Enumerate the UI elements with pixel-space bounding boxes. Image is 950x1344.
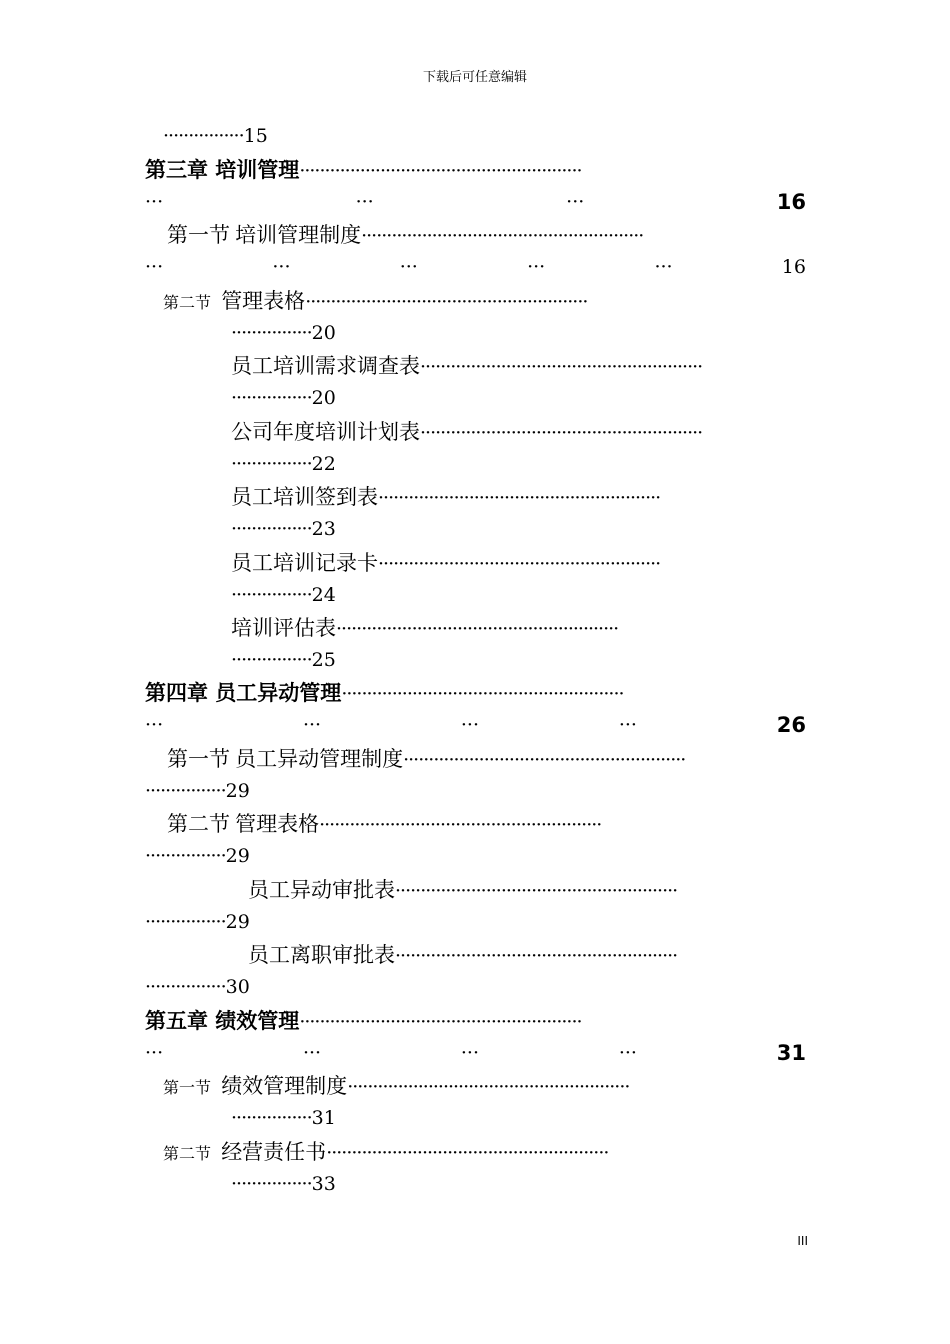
toc-entry-ch5-section-1[interactable]: 第一节 绩效管理制度························································ bbox=[163, 1070, 806, 1102]
toc-entry-chapter-5[interactable]: 第五章 绩效管理························································ bbox=[145, 1005, 806, 1037]
toc-entry-ch3-item-5-page: ················25 bbox=[231, 649, 336, 671]
toc-page-number: 22 bbox=[311, 453, 336, 475]
toc-entry-ch3-section-1[interactable]: 第一节 培训管理制度························································ bbox=[167, 219, 806, 251]
toc-entry-ch4-section-2-page: ················29 bbox=[145, 845, 250, 867]
toc-title: 培训管理制度 bbox=[235, 223, 362, 247]
toc-title: 员工异动审批表 bbox=[248, 878, 395, 902]
toc-entry-ch5-section-1-page: ················31 bbox=[231, 1107, 336, 1129]
toc-entry-chapter-4[interactable]: 第四章 员工异动管理························································ bbox=[145, 677, 806, 709]
toc-page-number: 30 bbox=[225, 976, 250, 998]
toc-title: 绩效管理制度 bbox=[221, 1074, 348, 1098]
page-header: 下载后可任意编辑 bbox=[422, 70, 527, 85]
toc-title: 员工离职审批表 bbox=[248, 943, 395, 967]
toc-title: 管理表格 bbox=[221, 289, 306, 313]
toc-entry-ch3-item-2[interactable]: 公司年度培训计划表························································ bbox=[231, 416, 806, 448]
toc-page-number: 26 bbox=[776, 713, 806, 737]
toc-page-number: 29 bbox=[225, 845, 250, 867]
toc-entry-chapter-3[interactable]: 第三章 培训管理························································ bbox=[145, 154, 806, 186]
toc-prefix: 第二节 bbox=[167, 812, 230, 836]
toc-entry-ch4-item-1-page: ················29 bbox=[145, 911, 250, 933]
toc-entry-ch3-item-5[interactable]: 培训评估表························································ bbox=[231, 612, 806, 644]
toc-page-number: 15 bbox=[243, 125, 268, 147]
toc-page-number: 20 bbox=[311, 387, 336, 409]
toc-prefix: 第一节 bbox=[167, 747, 230, 771]
toc-page-number: 20 bbox=[311, 322, 336, 344]
toc-entry-ch4-section-1-page: ················29 bbox=[145, 780, 250, 802]
toc-entry-ch5-section-2-page: ················33 bbox=[231, 1173, 336, 1195]
toc-prefix: 第二节 bbox=[163, 293, 212, 312]
toc-title: 第四章 员工异动管理 bbox=[145, 681, 342, 705]
toc-entry-chapter-3-page: ··· ··· ··· 16 bbox=[145, 186, 806, 218]
toc-entry-ch3-item-3[interactable]: 员工培训签到表························································ bbox=[231, 481, 806, 513]
toc-title: 培训评估表 bbox=[231, 616, 336, 640]
toc-page-number: 23 bbox=[311, 518, 336, 540]
page-number: III bbox=[797, 1234, 808, 1248]
toc-entry-ch5-section-2[interactable]: 第二节 经营责任书························································ bbox=[163, 1136, 806, 1168]
toc-title: 员工异动管理制度 bbox=[235, 747, 404, 771]
toc-page-number: 16 bbox=[776, 190, 806, 214]
toc-entry-ch4-item-1[interactable]: 员工异动审批表························································ bbox=[248, 874, 806, 906]
toc-page-number: 31 bbox=[311, 1107, 336, 1129]
toc-page-number: 29 bbox=[225, 780, 250, 802]
toc-entry-ch4-section-1[interactable]: 第一节 员工异动管理制度························································ bbox=[167, 743, 806, 775]
toc-prefix: 第一节 bbox=[163, 1078, 212, 1097]
toc-title: 经营责任书 bbox=[221, 1140, 327, 1164]
toc-entry-ch4-item-2[interactable]: 员工离职审批表························································ bbox=[248, 939, 806, 971]
toc-title: 员工培训需求调查表 bbox=[231, 354, 420, 378]
toc-page-number: 33 bbox=[311, 1173, 336, 1195]
toc-entry-ch3-item-1-page: ················20 bbox=[231, 387, 336, 409]
toc-entry-ch3-item-2-page: ················22 bbox=[231, 453, 336, 475]
toc-title: 管理表格 bbox=[235, 812, 320, 836]
toc-entry-ch3-section-1-page: ··· ··· ··· ··· ··· 16 bbox=[145, 251, 806, 283]
toc-page-number: 24 bbox=[311, 584, 336, 606]
toc-title: 第五章 绩效管理 bbox=[145, 1009, 300, 1033]
toc-page-number: 25 bbox=[311, 649, 336, 671]
toc-page-number: 31 bbox=[776, 1041, 806, 1065]
toc-page-number: 16 bbox=[781, 256, 806, 278]
toc-entry-ch3-item-3-page: ················23 bbox=[231, 518, 336, 540]
toc-entry-chapter-5-page: ··· ··· ··· ··· 31 bbox=[145, 1037, 806, 1069]
toc-page-number: 29 bbox=[225, 911, 250, 933]
toc-entry-ch3-item-1[interactable]: 员工培训需求调查表························································ bbox=[231, 350, 806, 382]
toc-title: 第三章 培训管理 bbox=[145, 158, 300, 182]
toc-title: 员工培训签到表 bbox=[231, 485, 378, 509]
toc-entry-ch4-section-2[interactable]: 第二节 管理表格························································ bbox=[167, 808, 806, 840]
toc-prefix: 第二节 bbox=[163, 1144, 212, 1163]
toc-entry-ch3-item-4-page: ················24 bbox=[231, 584, 336, 606]
toc-entry-chapter-4-page: ··· ··· ··· ··· 26 bbox=[145, 709, 806, 741]
toc-title: 公司年度培训计划表 bbox=[231, 420, 420, 444]
toc-entry-ch3-section-2-page: ················20 bbox=[231, 322, 336, 344]
toc-prefix: 第一节 bbox=[167, 223, 230, 247]
toc-entry-ch3-item-4[interactable]: 员工培训记录卡························································ bbox=[231, 547, 806, 579]
toc-continuation: ················15 bbox=[163, 125, 268, 147]
toc-entry-ch3-section-2[interactable]: 第二节 管理表格························································ bbox=[163, 285, 806, 317]
toc-entry-ch4-item-2-page: ················30 bbox=[145, 976, 250, 998]
toc-title: 员工培训记录卡 bbox=[231, 551, 378, 575]
